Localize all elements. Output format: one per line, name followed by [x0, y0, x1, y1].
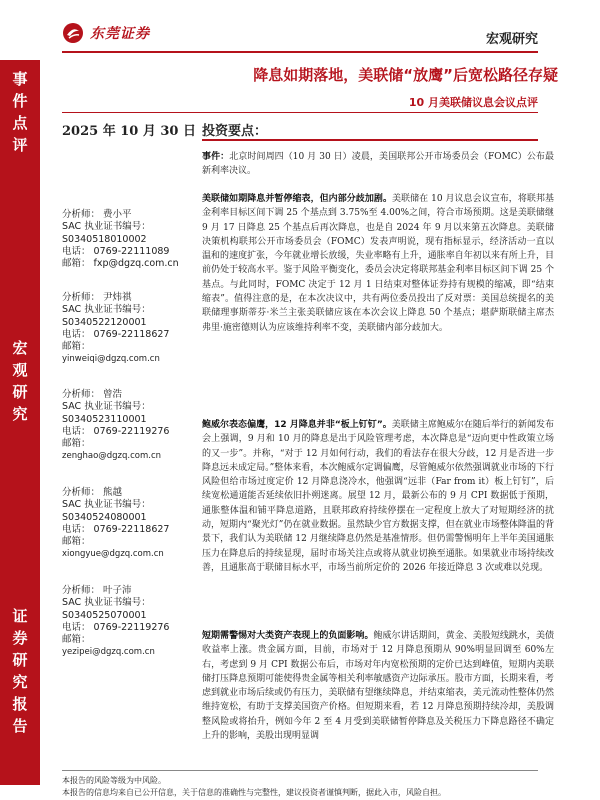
analyst-card: [62, 389, 182, 463]
analyst-email[interactable]: zenghao@dgzq.com.cn: [62, 451, 162, 462]
analyst-cert-label: SAC 执业证书编号：: [62, 401, 151, 413]
paragraph-event: [202, 150, 554, 180]
header-divider: [62, 51, 538, 53]
sidebar-char: 究: [12, 673, 28, 691]
analyst-card: [62, 585, 182, 659]
report-date: 2025 年 10 月 30 日: [62, 124, 196, 139]
sidebar-char: 观: [12, 361, 28, 379]
analyst-card: [62, 292, 182, 366]
analyst-cert: S0340518010002: [62, 233, 147, 245]
analyst-email-label: 邮箱：: [62, 536, 91, 548]
paragraph-text: 美联储在 10 月议息会议宣布，将联邦基金利率目标区间下调 25 个基点到 3.75%至 4.00%之间，符合市场预期。这是美联储继 9 月 17 日降息 25 个基点后再次降息，也是自 2024 年 9 月以来第五次降息。美联储决策机构联邦公开市场委员会（FOMC）发表声明说，现有指标显示，经济活动一直以温和的速度扩张，今年就业增长放缓，失业率略有上升，通胀率自年初以来有所上升，目前仍处于较高水平。鉴于风险平衡变化，委员会决定将联邦基金利率目标区间下调 25 个基点。与此同时，FOMC 决定于 12 月 1 日结束对整体证券持有规模的缩减，即“结束缩表”。值得注意的是，在本次决议中，共有两位委员投出了反对票：美国总统提名的美联储理事斯蒂芬·米兰主张美联储应该在本次会议上降息 50 个基点；堪萨斯联储主席杰弗里·施密德则认为应该维持利率不变，美联储内部分歧加大。: [202, 194, 554, 333]
sidebar-char: 宏: [12, 339, 28, 357]
section-divider: [202, 139, 538, 141]
analyst-phone: 电话： 0769-22118627: [62, 523, 170, 535]
analyst-email[interactable]: yezipei@dgzq.com.cn: [62, 647, 155, 658]
title-divider: [62, 112, 538, 113]
paragraph-lead: 美联储如期降息并暂停缩表，但内部分歧加剧。: [202, 194, 392, 204]
analyst-cert: S0340523110001: [62, 413, 147, 425]
analyst-name: 分析师： 熊越: [62, 487, 123, 498]
analyst-cert: S0340522120001: [62, 316, 147, 328]
analyst-name: 分析师： 费小平: [62, 209, 132, 220]
section-title-key-points: 投资要点：: [202, 124, 268, 139]
sidebar-label-macro-research: [0, 337, 40, 425]
logo-text: 东莞证券: [90, 26, 150, 42]
paragraph-text: 鲍威尔讲话期间，黄金、美股短线跳水，美债收益率上涨。贵金属方面，目前，市场对于 12 月降息预期从 90%明显回调至 60%左右，考虑到 9 月 CPI 数据公布后，市场对年内宽松预期的定价已达到峰值，短期内美联储打压降息预期可能使得贵金属等相关利率敏感资产边际承压。股市方面，长期来看，考虑到就业市场后续或仍有压力，美联储有望继续降息，并结束缩表，美元流动性整体仍然维持宽松，有助于支撑美国资产价格。但短期来看，若 12 月降息预期持续冷却，美股调整风险或将抬升，例如今年 2 至 4 月受到美联储暂停降息及关税压力下降息路径不确定上升的影响，美股出现明显调: [202, 631, 554, 742]
sidebar-char: 究: [12, 405, 28, 423]
analyst-card: [62, 209, 182, 270]
sidebar-char: 研: [12, 651, 28, 669]
analyst-name: 分析师： 叶子沛: [62, 585, 132, 596]
analyst-cert: S0340525070001: [62, 609, 147, 621]
sidebar-char: 件: [12, 92, 28, 110]
analyst-email[interactable]: 邮箱： fxp@dgzq.com.cn: [62, 258, 179, 270]
analyst-email[interactable]: yinweiqi@dgzq.com.cn: [62, 354, 160, 365]
sidebar-char: 研: [12, 383, 28, 401]
analyst-phone: 电话： 0769-22111089: [62, 245, 170, 257]
paragraph-text: 北京时间周四（10 月 30 日）凌晨，美国联邦公开市场委员会（FOMC）公布最新利率决议。: [202, 152, 554, 177]
left-sidebar: [0, 60, 40, 785]
paragraph-rate-cut: [202, 192, 554, 405]
sidebar-label-securities-report: [0, 605, 40, 737]
sidebar-char: 报: [12, 695, 28, 713]
analyst-email-label: 邮箱：: [62, 341, 91, 353]
logo-emblem-icon: [62, 22, 84, 44]
sidebar-char: 点: [12, 114, 28, 132]
report-header: [0, 0, 600, 60]
analyst-cert-label: SAC 执业证书编号：: [62, 221, 151, 233]
analyst-cert-label: SAC 执业证书编号：: [62, 597, 151, 609]
report-footer: [62, 775, 446, 799]
analyst-email[interactable]: xiongyue@dgzq.com.cn: [62, 549, 164, 560]
paragraph-powell-hawkish: [202, 418, 554, 617]
paragraph-text: 美联储主席鲍威尔在随后举行的新闻发布会上强调，9 月和 10 月的降息是出于风险管理考虑，本次降息是“迈向更中性政策立场的又一步”。并称，“对于 12 月如何行动，我们的看法存在很大分歧，12 月是否进一步降息远未成定局。”整体来看，本次鲍威尔定调偏鹰，尽管鲍威尔依然强调就业市场的下行风险但给市场过度定价 12 月降息浇冷水，他强调“远非（Far from it）板上钉钉”，后续宽松通道能否延续依旧扑朔迷离。展望 12 月，最新公布的 9 月 CPI 数据低于预期，通胀整体温和铺平降息道路，且联邦政府持续停摆在一定程度上放大了对短期经济的扰动，短期内“聚光灯”仍在就业数据。虽然缺少官方数据支撑，但在就业市场整体降温的背景下，我们认为美联储 12 月继续降息仍然是基准情形。但仍需警惕明年上半年美国通胀压力在降息后的持续显现，届时市场关注点或将从就业切换至通胀。如果就业市场持续改善，且通胀高于联储目标水平，市场当前所定价的 2026 年接近降息 3 次或难以兑现。: [202, 420, 554, 573]
sidebar-char: 告: [12, 717, 28, 735]
sidebar-char: 券: [12, 629, 28, 647]
report-subtitle: 10 月美联储议息会议点评: [408, 96, 538, 109]
company-logo: [62, 22, 150, 44]
paragraph-lead: 短期需警惕对大类资产表现上的负面影响。: [202, 631, 374, 641]
analyst-email-label: 邮箱：: [62, 438, 91, 450]
footer-divider: [62, 770, 538, 771]
report-title: 降息如期落地，美联储“放鹰”后宽松路径存疑: [253, 66, 558, 84]
report-category: 宏观研究: [485, 32, 538, 47]
analyst-phone: 电话： 0769-22118627: [62, 328, 170, 340]
sidebar-label-event-review: [0, 68, 40, 156]
paragraph-asset-impact: [202, 629, 554, 769]
analyst-phone: 电话： 0769-22119276: [62, 425, 170, 437]
paragraph-lead: 事件：: [202, 152, 230, 162]
analyst-name: 分析师： 曾浩: [62, 389, 123, 400]
analyst-cert-label: SAC 执业证书编号：: [62, 499, 151, 511]
sidebar-char: 证: [12, 607, 28, 625]
analyst-phone: 电话： 0769-22119276: [62, 621, 170, 633]
sidebar-char: 事: [12, 70, 28, 88]
sidebar-char: 评: [12, 136, 28, 154]
paragraph-lead: 鲍威尔表态偏鹰，12 月降息并非“板上钉钉”。: [202, 420, 392, 430]
analyst-card: [62, 487, 182, 561]
risk-level-note: 本报告的风险等级为中风险。: [62, 776, 166, 785]
analyst-email-label: 邮箱：: [62, 634, 91, 646]
analyst-cert: S0340524080001: [62, 511, 147, 523]
disclaimer-note: 本报告的信息均来自已公开信息，关于信息的准确性与完整性，建议投资者谨慎判断，据此入市，风险自担。: [62, 788, 446, 797]
analyst-name: 分析师： 尹炜祺: [62, 292, 132, 303]
analyst-cert-label: SAC 执业证书编号：: [62, 304, 151, 316]
